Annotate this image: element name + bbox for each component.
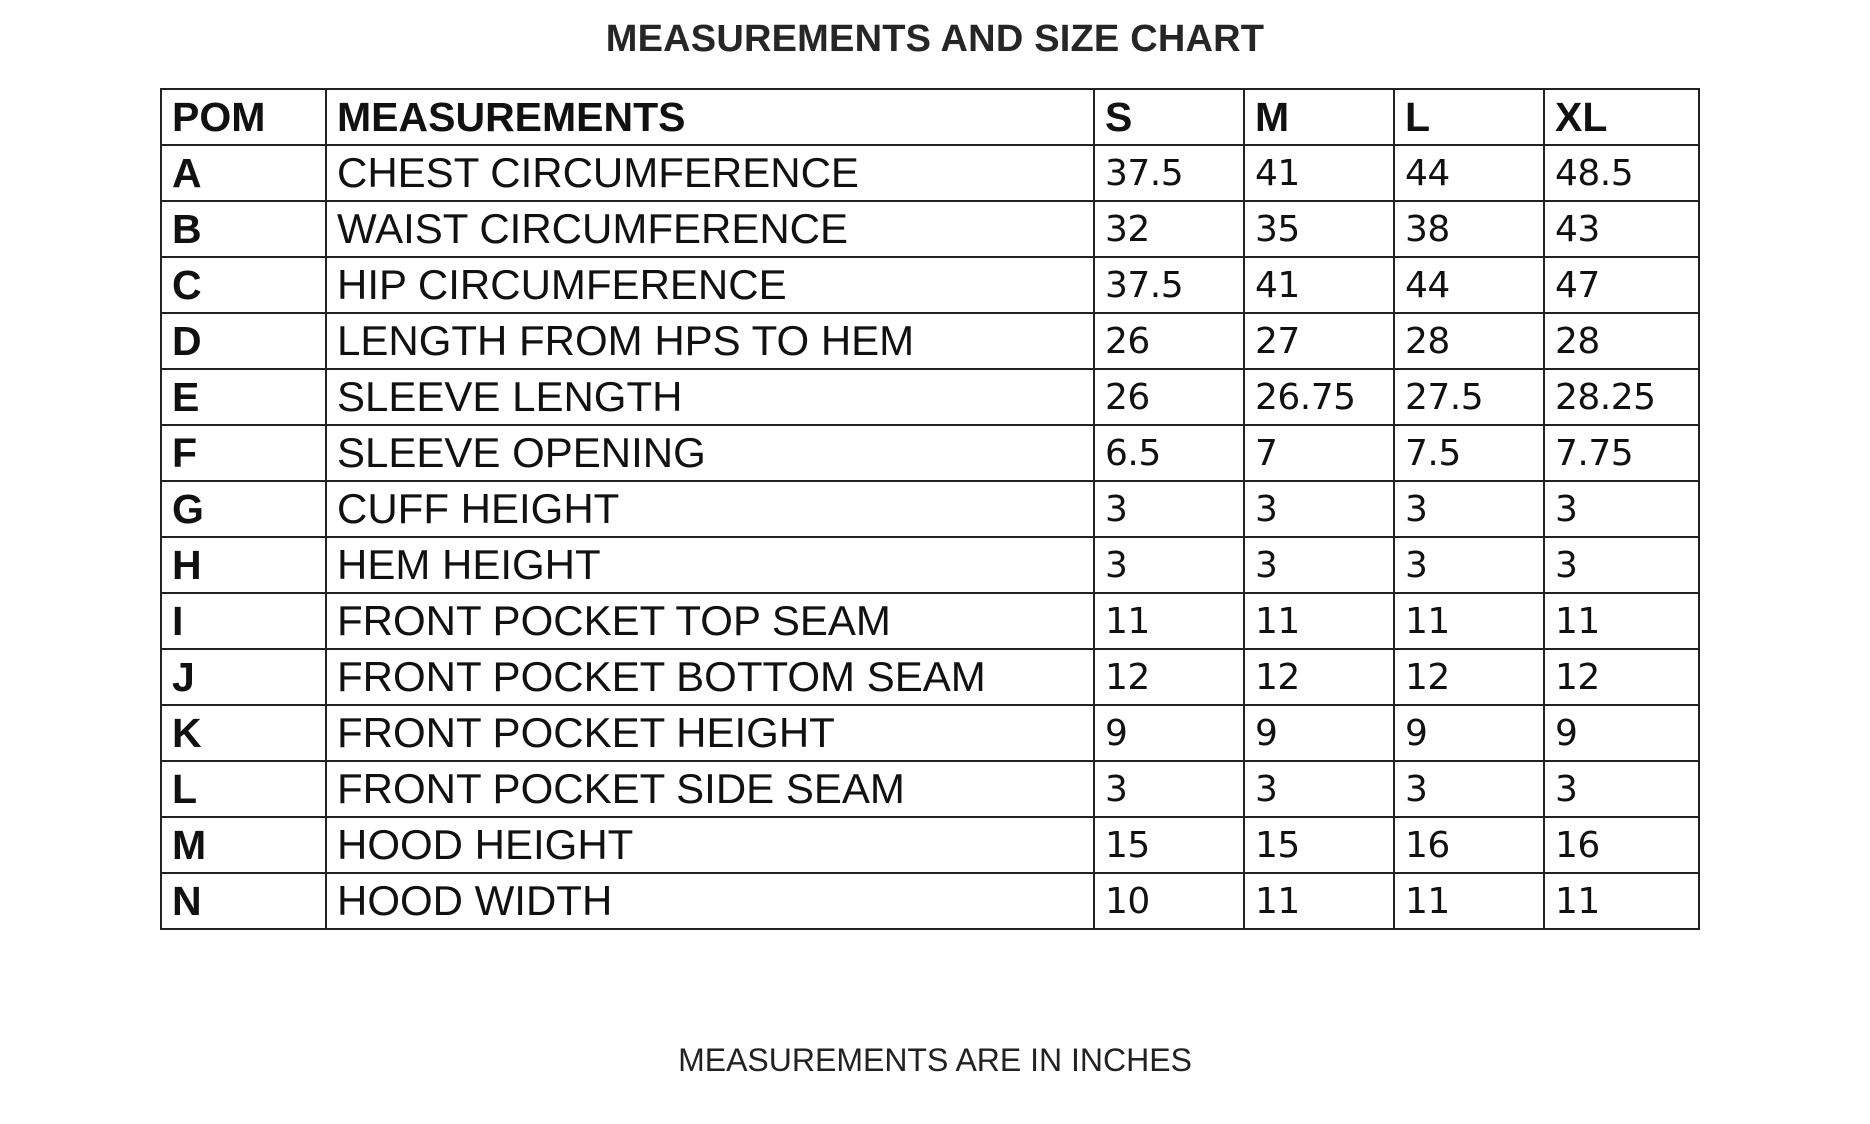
size-l-cell: 7.5 xyxy=(1394,425,1544,481)
pom-cell: L xyxy=(161,761,326,817)
size-l-cell: 11 xyxy=(1394,873,1544,929)
size-l-cell: 12 xyxy=(1394,649,1544,705)
table-row xyxy=(161,257,1699,313)
size-s-cell: 37.5 xyxy=(1094,257,1244,313)
size-xl-cell: 43 xyxy=(1544,201,1699,257)
units-note: MEASUREMENTS ARE IN INCHES xyxy=(678,1042,1192,1078)
size-s-cell: 12 xyxy=(1094,649,1244,705)
size-m-cell: 27 xyxy=(1244,313,1394,369)
size-xl-cell: 16 xyxy=(1544,817,1699,873)
size-m-cell: 9 xyxy=(1244,705,1394,761)
size-m-cell: 41 xyxy=(1244,145,1394,201)
table-row xyxy=(161,593,1699,649)
size-m-cell: 11 xyxy=(1244,593,1394,649)
measurement-cell: HOOD WIDTH xyxy=(326,873,1094,929)
size-xl-cell: 3 xyxy=(1544,481,1699,537)
table-header-row xyxy=(161,89,1699,145)
table-row xyxy=(161,481,1699,537)
size-xl-cell: 11 xyxy=(1544,593,1699,649)
size-s-cell: 37.5 xyxy=(1094,145,1244,201)
table-row xyxy=(161,817,1699,873)
size-l-cell: 3 xyxy=(1394,537,1544,593)
size-m-cell: 35 xyxy=(1244,201,1394,257)
size-s-cell: 3 xyxy=(1094,537,1244,593)
size-m-cell: 41 xyxy=(1244,257,1394,313)
measurement-cell: FRONT POCKET TOP SEAM xyxy=(326,593,1094,649)
size-l-cell: 44 xyxy=(1394,145,1544,201)
size-s-cell: 15 xyxy=(1094,817,1244,873)
header-size-s: S xyxy=(1094,89,1244,145)
size-xl-cell: 11 xyxy=(1544,873,1699,929)
size-s-cell: 6.5 xyxy=(1094,425,1244,481)
size-m-cell: 12 xyxy=(1244,649,1394,705)
header-measurements: MEASUREMENTS xyxy=(326,89,1094,145)
size-chart-table xyxy=(160,88,1700,930)
pom-cell: B xyxy=(161,201,326,257)
measurement-cell: HIP CIRCUMFERENCE xyxy=(326,257,1094,313)
table-row xyxy=(161,537,1699,593)
header-pom: POM xyxy=(161,89,326,145)
header-size-m: M xyxy=(1244,89,1394,145)
measurement-cell: SLEEVE LENGTH xyxy=(326,369,1094,425)
size-l-cell: 16 xyxy=(1394,817,1544,873)
size-m-cell: 7 xyxy=(1244,425,1394,481)
table-body xyxy=(161,145,1699,929)
size-xl-cell: 47 xyxy=(1544,257,1699,313)
measurement-cell: SLEEVE OPENING xyxy=(326,425,1094,481)
measurement-cell: FRONT POCKET HEIGHT xyxy=(326,705,1094,761)
measurement-cell: CUFF HEIGHT xyxy=(326,481,1094,537)
measurement-cell: WAIST CIRCUMFERENCE xyxy=(326,201,1094,257)
size-s-cell: 26 xyxy=(1094,313,1244,369)
pom-cell: C xyxy=(161,257,326,313)
table-row xyxy=(161,649,1699,705)
size-s-cell: 3 xyxy=(1094,481,1244,537)
header-size-l: L xyxy=(1394,89,1544,145)
size-l-cell: 9 xyxy=(1394,705,1544,761)
table-row xyxy=(161,705,1699,761)
table-row xyxy=(161,145,1699,201)
size-s-cell: 26 xyxy=(1094,369,1244,425)
size-l-cell: 38 xyxy=(1394,201,1544,257)
size-l-cell: 11 xyxy=(1394,593,1544,649)
pom-cell: A xyxy=(161,145,326,201)
size-m-cell: 3 xyxy=(1244,481,1394,537)
pom-cell: D xyxy=(161,313,326,369)
measurement-cell: FRONT POCKET BOTTOM SEAM xyxy=(326,649,1094,705)
size-m-cell: 15 xyxy=(1244,817,1394,873)
size-l-cell: 27.5 xyxy=(1394,369,1544,425)
size-s-cell: 32 xyxy=(1094,201,1244,257)
size-s-cell: 10 xyxy=(1094,873,1244,929)
table-row xyxy=(161,425,1699,481)
size-xl-cell: 7.75 xyxy=(1544,425,1699,481)
pom-cell: G xyxy=(161,481,326,537)
measurement-cell: LENGTH FROM HPS TO HEM xyxy=(326,313,1094,369)
pom-cell: M xyxy=(161,817,326,873)
size-xl-cell: 3 xyxy=(1544,537,1699,593)
size-m-cell: 3 xyxy=(1244,537,1394,593)
size-xl-cell: 48.5 xyxy=(1544,145,1699,201)
size-m-cell: 3 xyxy=(1244,761,1394,817)
measurement-cell: FRONT POCKET SIDE SEAM xyxy=(326,761,1094,817)
pom-cell: J xyxy=(161,649,326,705)
table-row xyxy=(161,369,1699,425)
size-l-cell: 3 xyxy=(1394,761,1544,817)
size-xl-cell: 9 xyxy=(1544,705,1699,761)
pom-cell: E xyxy=(161,369,326,425)
measurement-cell: HOOD HEIGHT xyxy=(326,817,1094,873)
size-xl-cell: 28 xyxy=(1544,313,1699,369)
size-m-cell: 11 xyxy=(1244,873,1394,929)
size-xl-cell: 12 xyxy=(1544,649,1699,705)
table-row xyxy=(161,873,1699,929)
pom-cell: K xyxy=(161,705,326,761)
pom-cell: H xyxy=(161,537,326,593)
size-l-cell: 3 xyxy=(1394,481,1544,537)
size-s-cell: 3 xyxy=(1094,761,1244,817)
page-title: MEASUREMENTS AND SIZE CHART xyxy=(605,18,1265,60)
pom-cell: F xyxy=(161,425,326,481)
table-row xyxy=(161,201,1699,257)
pom-cell: N xyxy=(161,873,326,929)
measurement-cell: HEM HEIGHT xyxy=(326,537,1094,593)
size-xl-cell: 3 xyxy=(1544,761,1699,817)
size-s-cell: 11 xyxy=(1094,593,1244,649)
size-s-cell: 9 xyxy=(1094,705,1244,761)
table-row xyxy=(161,313,1699,369)
size-chart-table-container xyxy=(160,88,1700,930)
table-row xyxy=(161,761,1699,817)
pom-cell: I xyxy=(161,593,326,649)
header-size-xl: XL xyxy=(1544,89,1699,145)
size-l-cell: 44 xyxy=(1394,257,1544,313)
measurement-cell: CHEST CIRCUMFERENCE xyxy=(326,145,1094,201)
size-xl-cell: 28.25 xyxy=(1544,369,1699,425)
size-m-cell: 26.75 xyxy=(1244,369,1394,425)
size-l-cell: 28 xyxy=(1394,313,1544,369)
